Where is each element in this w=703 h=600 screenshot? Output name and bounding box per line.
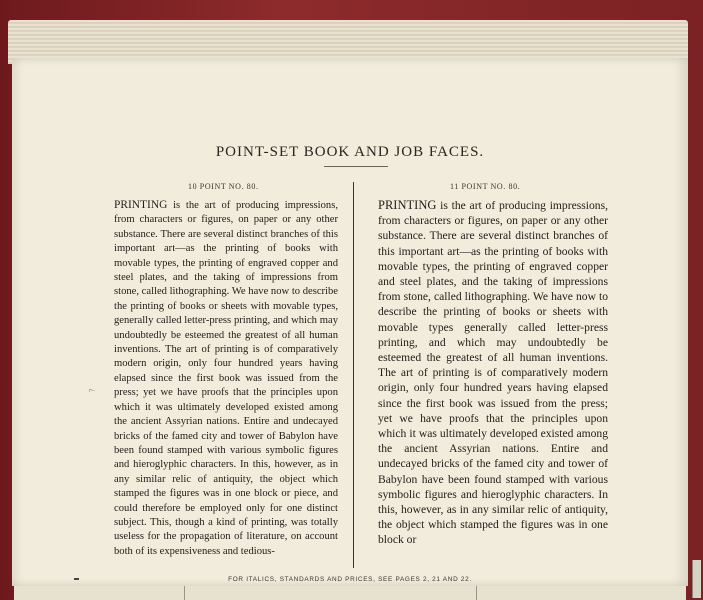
right-column-text: [378, 198, 608, 548]
page-footer: FOR ITALICS, STANDARDS AND PRICES, SEE PAGES 2, 21 AND 22.: [228, 576, 472, 583]
page-clip: [692, 560, 701, 598]
next-page-strip: [14, 586, 686, 600]
left-lead-word: PRINTING: [114, 199, 168, 211]
title-rule: [324, 166, 388, 167]
right-lead-word: PRINTING: [378, 198, 437, 212]
book-page: [12, 58, 688, 586]
strip-tick: [476, 586, 477, 600]
right-body-text: is the art of producing impressions, from characters or figures, on paper or any other substance. There are several distinct branches of this important art—as the printing of books with movable types, the printing of engraved copper and steel plates, and the taking of impressions from stone, called lithographing. We have now to describe the printing of books or sheets with movable types generally called letter-press printing, and which may undoubtedly be esteemed the greatest of all human inventions. The art of printing is of comparatively modern origin, only four hundred years having elapsed since the first book was issued from the press; yet we have proofs that the principles upon which it was ultimately developed existed among the ancient Assyrian nations. Entire and undecayed bricks of the famed city and tower of Babylon have been found stamped with various symbolic figures and hieroglyphic characters. In this, however, as in any similar relic of antiquity, the object which stamped the figures was in one block or: [378, 199, 608, 547]
column-divider: [353, 182, 354, 568]
left-column-text: [114, 198, 338, 559]
right-column-heading: 11 POINT NO. 80.: [450, 182, 521, 191]
left-column-heading: 10 POINT NO. 80.: [188, 182, 259, 191]
strip-tick: [184, 586, 185, 600]
page-title: POINT-SET BOOK AND JOB FACES.: [215, 144, 485, 160]
margin-mark: ?: [87, 388, 97, 393]
left-body-text: is the art of producing impressions, from characters or figures, on paper or any other substance. There are several distinct branches of this important art—as the printing of books with movable types, the printing of engraved copper and steel plates, and the taking of impressions from stone, called lithographing. We have now to describe the printing of books or sheets with movable types, generally called letter-press printing, and which may undoubtedly be esteemed the greatest of all human inventions. The art of printing is of comparatively modern origin, only four hundred years having elapsed since the first book was issued from the press; yet we have proofs that the principles upon which it was ultimately developed existed among the ancient Assyrian nations. Entire and undecayed bricks of the famed city and tower of Babylon have been found stamped with various symbolic figures and hieroglyphic characters. In this, however, as in any similar relic of antiquity, the object which stamped the figures was in one block or piece, and could therefore be employed only for one distinct subject. This, though a kind of printing, was totally useless for the propagation of literature, on account both of its expensiveness and tedious-: [114, 200, 339, 557]
